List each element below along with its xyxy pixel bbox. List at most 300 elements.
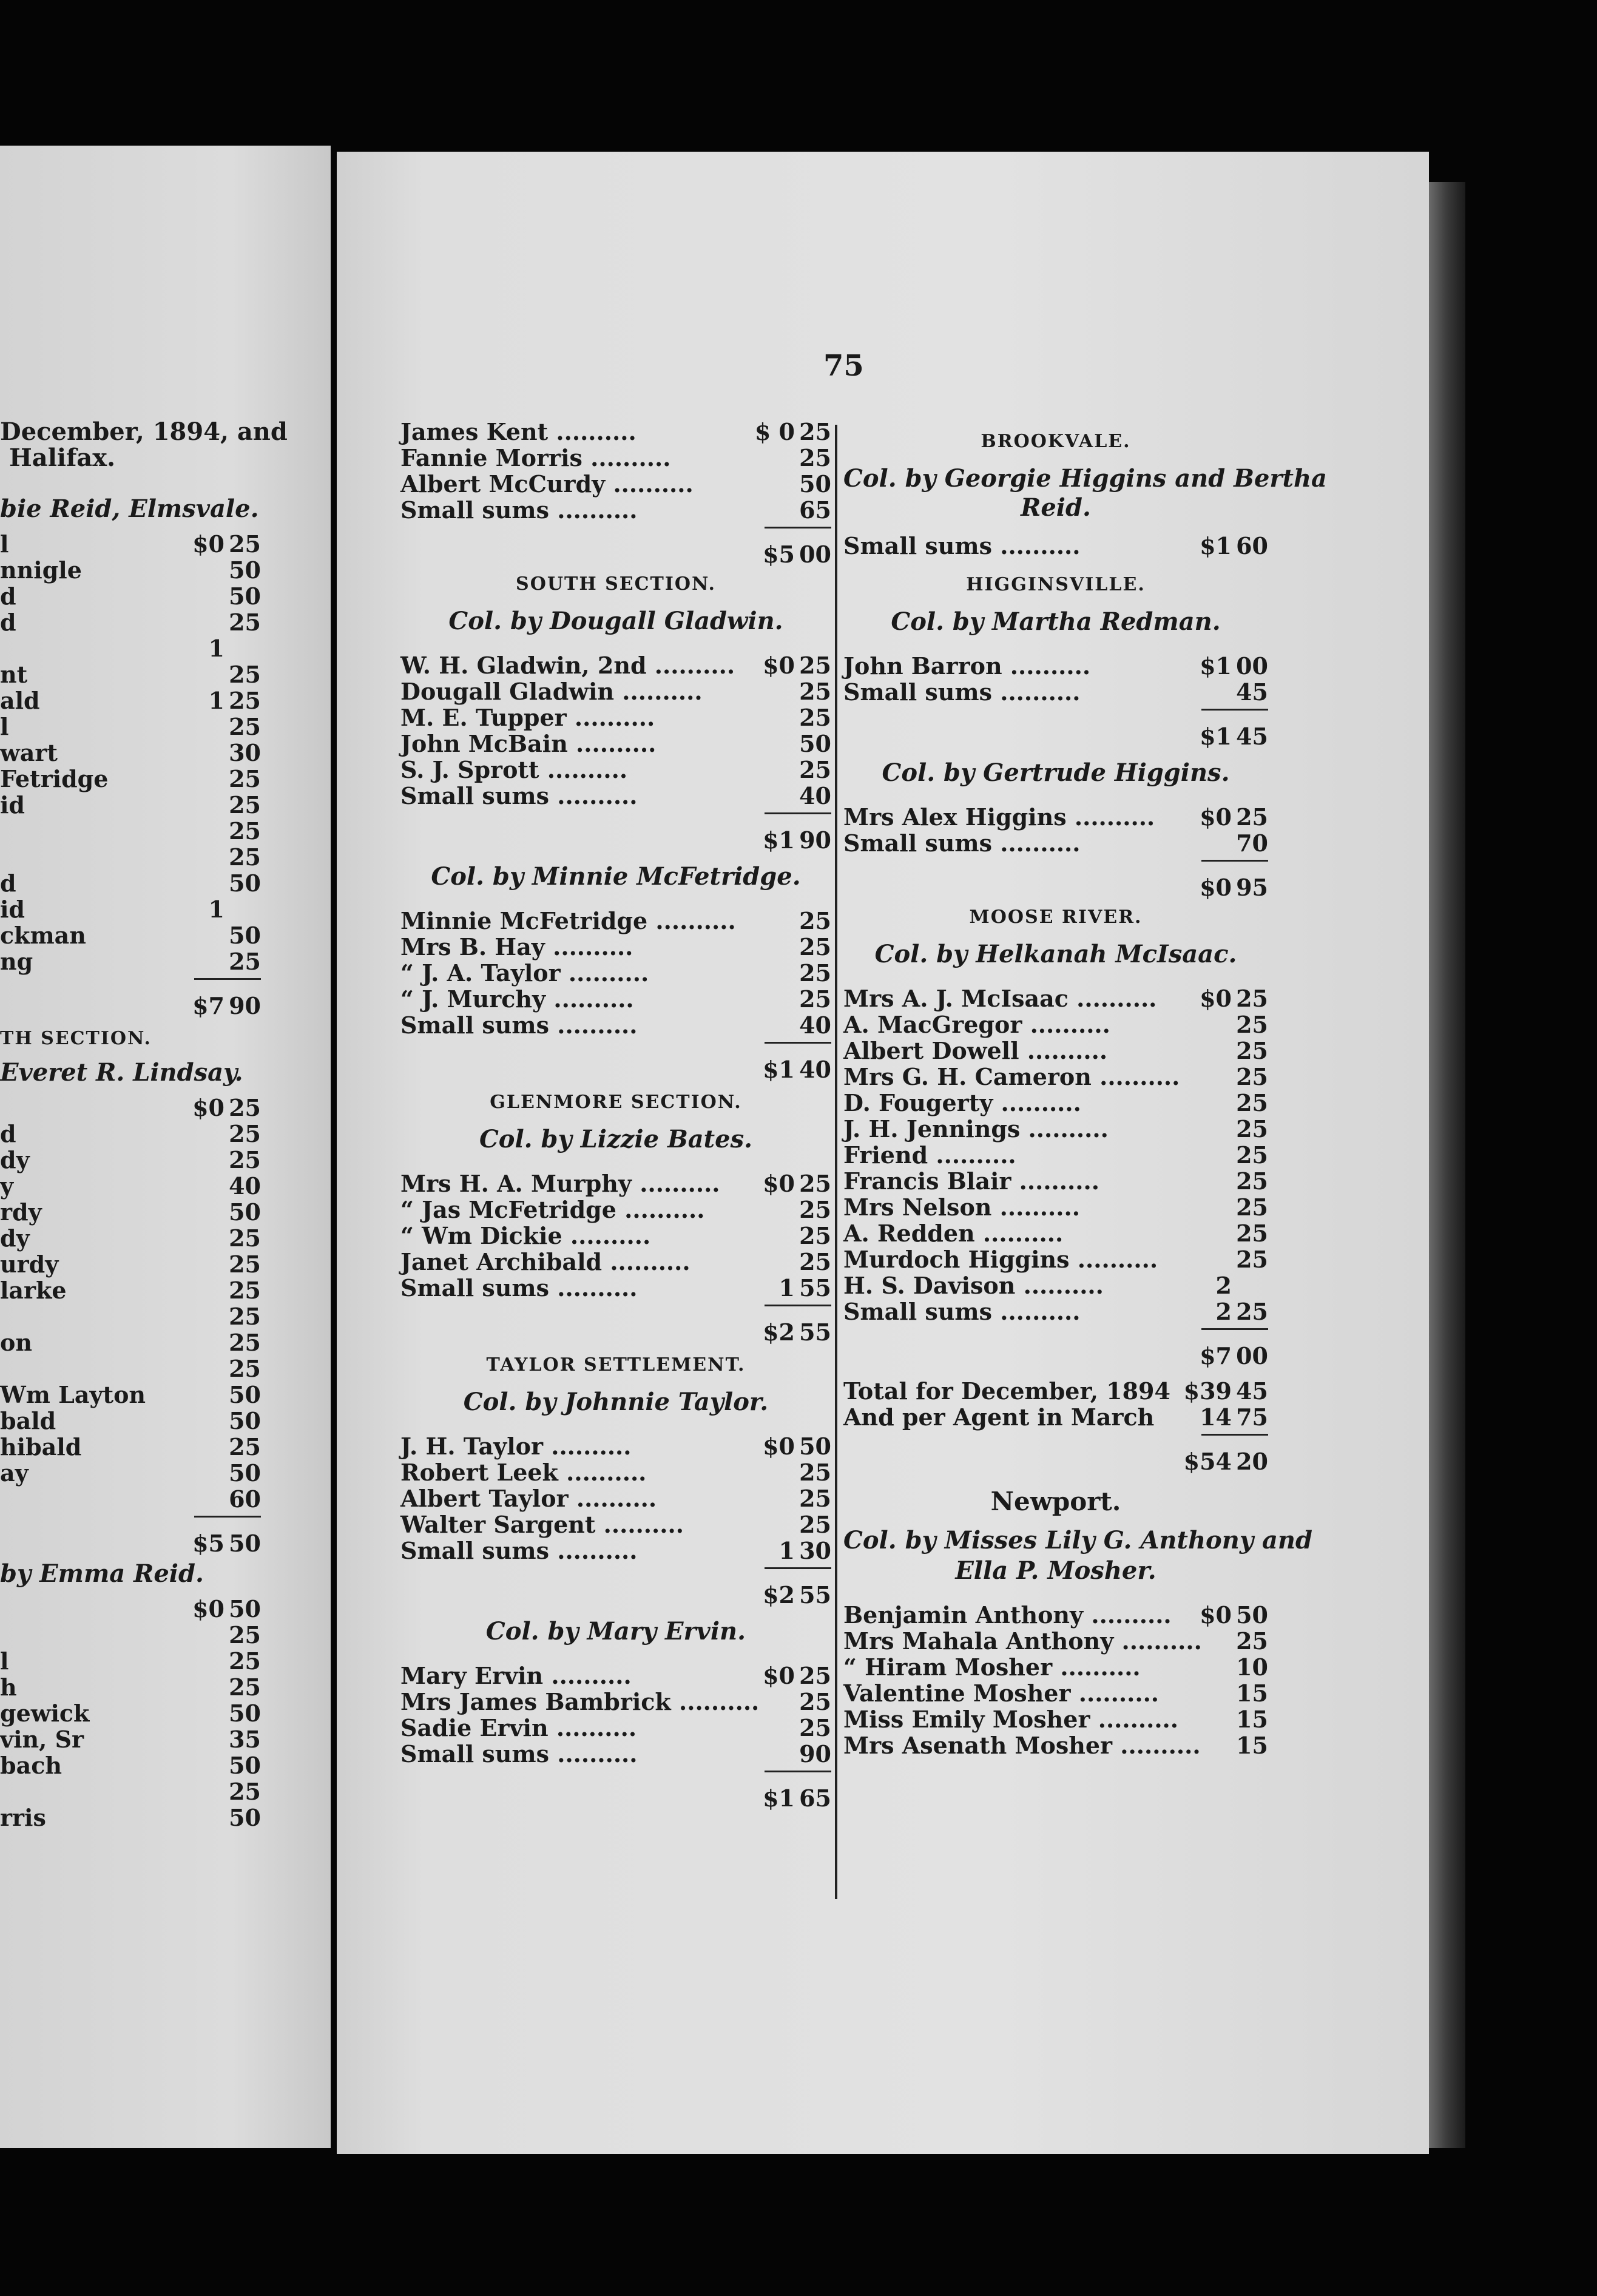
sum-rule — [765, 527, 831, 528]
entry-cents: 40 — [799, 1056, 831, 1083]
entry-row — [0, 922, 261, 949]
entry-row — [400, 731, 831, 757]
entry-name: wart — [0, 739, 58, 766]
collector-line: Col. by Mary Ervin. — [485, 1617, 746, 1646]
entry-name: Small sums .......... — [400, 496, 638, 524]
section-heading: TH SECTION. — [0, 1028, 152, 1049]
entry-row — [843, 1628, 1268, 1655]
entry-dollars: $7 — [192, 992, 225, 1019]
entry-name: Albert McCurdy .......... — [400, 470, 694, 498]
entry-dollars: $1 — [1200, 723, 1232, 750]
entry-row — [843, 830, 1268, 857]
entry-row — [400, 1511, 831, 1538]
sum-rule — [1201, 1434, 1268, 1436]
entry-row — [0, 531, 261, 558]
entry-dollars: $1 — [763, 826, 795, 854]
entry-cents: 50 — [229, 1700, 261, 1727]
entry-row — [843, 1602, 1268, 1629]
entry-row — [843, 533, 1268, 559]
left-header-line: December, 1894, and — [0, 417, 288, 446]
entry-row — [0, 766, 261, 792]
entry-cents: 00 — [799, 541, 831, 568]
entry-row — [400, 1249, 831, 1275]
entry-name: l — [0, 713, 9, 740]
entry-row — [843, 653, 1268, 680]
entry-row — [400, 1433, 831, 1460]
entry-cents: 25 — [229, 1094, 261, 1121]
entry-row — [0, 1173, 261, 1200]
entry-cents: 40 — [799, 1011, 831, 1039]
page-number: 75 — [823, 349, 864, 383]
entry-dollars: $5 — [763, 541, 795, 568]
entry-row — [400, 419, 831, 445]
entry-name: Small sums .......... — [843, 532, 1081, 559]
entry-name: y — [0, 1172, 14, 1200]
entry-row — [400, 1319, 831, 1346]
entry-row — [0, 1303, 261, 1330]
entry-row — [0, 1147, 261, 1173]
entry-cents: 25 — [799, 1222, 831, 1249]
entry-row — [843, 1220, 1268, 1247]
entry-name: d — [0, 869, 16, 897]
entry-cents: 25 — [229, 791, 261, 819]
entry-name: Albert Dowell .......... — [843, 1037, 1108, 1064]
collector-line: Everet R. Lindsay. — [0, 1058, 243, 1087]
entry-dollars: 1 — [208, 635, 225, 662]
collector-line: by Emma Reid. — [0, 1559, 204, 1588]
entry-cents: 25 — [799, 678, 831, 705]
entry-row — [400, 1785, 831, 1812]
collector-line: Col. by Martha Redman. — [891, 607, 1221, 636]
entry-row — [843, 679, 1268, 706]
entry-row — [0, 661, 261, 688]
entry-row — [400, 960, 831, 987]
entry-row — [0, 1251, 261, 1278]
entry-cents: 15 — [1236, 1680, 1268, 1707]
entry-cents: 25 — [229, 1433, 261, 1460]
entry-row — [0, 1622, 261, 1649]
entry-dollars: $54 — [1183, 1448, 1232, 1475]
entry-cents: 25 — [229, 1778, 261, 1805]
entry-name: rdy — [0, 1198, 42, 1226]
entry-cents: 50 — [229, 1381, 261, 1408]
entry-cents: 35 — [229, 1726, 261, 1753]
entry-dollars: 1 — [208, 687, 225, 714]
entry-name: id — [0, 896, 25, 923]
entry-dollars: $2 — [763, 1581, 795, 1609]
entry-name: ald — [0, 687, 40, 714]
collector-line: bie Reid, Elmsvale. — [0, 495, 259, 523]
entry-row — [843, 1448, 1268, 1475]
entry-cents: 25 — [229, 765, 261, 792]
entry-row — [843, 1654, 1268, 1681]
entry-name: nnigle — [0, 556, 82, 584]
collector-line: Col. by Helkanah McIsaac. — [874, 940, 1237, 968]
entry-cents: 95 — [1236, 874, 1268, 901]
entry-row — [0, 714, 261, 740]
entry-cents: 50 — [799, 730, 831, 757]
entry-name: Murdoch Higgins .......... — [843, 1246, 1158, 1273]
entry-name: S. J. Sprott .......... — [400, 756, 628, 783]
sum-rule — [1201, 709, 1268, 711]
entry-cents: 90 — [799, 1740, 831, 1768]
entry-row — [843, 1168, 1268, 1195]
entry-row — [0, 1460, 261, 1487]
entry-name: h — [0, 1673, 17, 1701]
entry-row — [400, 678, 831, 705]
entry-cents: 50 — [229, 922, 261, 949]
entry-cents: 45 — [1236, 1377, 1268, 1405]
entry-row — [0, 1329, 261, 1356]
entry-row — [400, 1741, 831, 1768]
entry-name: Mary Ervin .......... — [400, 1662, 632, 1689]
entry-name: John McBain .......... — [400, 730, 657, 757]
entry-name: d — [0, 1120, 16, 1147]
entry-dollars: $0 — [192, 1094, 225, 1121]
entry-dollars: $0 — [192, 1595, 225, 1622]
entry-cents: 50 — [229, 1752, 261, 1779]
entry-name: W. H. Gladwin, 2nd .......... — [400, 652, 735, 679]
entry-row — [400, 1170, 831, 1197]
entry-name: “ J. Murchy .......... — [400, 985, 634, 1013]
entry-cents: 25 — [229, 1251, 261, 1278]
section-heading: TAYLOR SETTLEMENT. — [486, 1354, 746, 1376]
entry-dollars: $7 — [1200, 1342, 1232, 1369]
entry-dollars: 2 — [1215, 1298, 1232, 1325]
entry-row — [0, 1778, 261, 1805]
entry-row — [0, 1486, 261, 1513]
entry-cents: 25 — [799, 704, 831, 731]
entry-dollars: 2 — [1215, 1272, 1232, 1299]
entry-cents: 60 — [229, 1485, 261, 1513]
entry-row — [843, 1272, 1268, 1299]
entry-cents: 40 — [229, 1172, 261, 1200]
entry-cents: 40 — [799, 782, 831, 809]
entry-cents: 45 — [1236, 723, 1268, 750]
entry-row — [843, 1090, 1268, 1116]
entry-cents: 25 — [1236, 1141, 1268, 1169]
sum-rule — [765, 1567, 831, 1569]
entry-row — [0, 740, 261, 766]
entry-cents: 25 — [799, 959, 831, 987]
collector-line: Col. by Lizzie Bates. — [479, 1125, 753, 1153]
sum-rule — [765, 1305, 831, 1306]
entry-dollars: 1 — [778, 1274, 795, 1302]
entry-name: hibald — [0, 1433, 82, 1460]
entry-name: Sadie Ervin .......... — [400, 1714, 637, 1741]
collector-line: Col. by Dougall Gladwin. — [448, 607, 783, 635]
entry-row — [400, 1223, 831, 1249]
entry-cents: 25 — [1236, 803, 1268, 831]
entry-name: Mrs Alex Higgins .......... — [843, 803, 1155, 831]
entry-row — [843, 1194, 1268, 1221]
entry-row — [843, 723, 1268, 750]
entry-cents: 50 — [799, 1433, 831, 1460]
entry-row — [0, 1530, 261, 1557]
entry-cents: 90 — [229, 992, 261, 1019]
entry-cents: 25 — [799, 652, 831, 679]
collector-line: Reid. — [1021, 493, 1091, 522]
entry-name: l — [0, 1647, 9, 1675]
entry-name: D. Fougerty .......... — [843, 1089, 1081, 1116]
entry-row — [843, 1404, 1268, 1431]
section-heading: SOUTH SECTION. — [516, 573, 716, 595]
entry-cents: 90 — [799, 826, 831, 854]
entry-name: Mrs James Bambrick .......... — [400, 1688, 760, 1715]
entry-cents: 25 — [799, 1714, 831, 1741]
entry-cents: 25 — [229, 817, 261, 845]
entry-dollars: $1 — [763, 1784, 795, 1812]
entry-cents: 25 — [1236, 1037, 1268, 1064]
entry-name: Friend .......... — [843, 1141, 1016, 1169]
entry-name: Mrs Mahala Anthony .......... — [843, 1627, 1202, 1655]
entry-name: Albert Taylor .......... — [400, 1485, 657, 1512]
collector-line: Col. by Johnnie Taylor. — [463, 1388, 769, 1416]
left-header-line: Halifax. — [9, 444, 115, 472]
entry-row — [843, 874, 1268, 901]
entry-row — [0, 1199, 261, 1226]
sum-rule — [194, 1516, 261, 1518]
entry-row — [0, 1356, 261, 1382]
entry-name: “ J. A. Taylor .......... — [400, 959, 649, 987]
entry-dollars: $1 — [1200, 532, 1232, 559]
entry-row — [0, 1277, 261, 1304]
entry-name: J. H. Taylor .......... — [400, 1433, 632, 1460]
entry-row — [843, 1011, 1268, 1038]
entry-name: Fannie Morris .......... — [400, 444, 671, 471]
entry-name: Minnie McFetridge .......... — [400, 907, 736, 934]
entry-row — [0, 557, 261, 584]
entry-cents: 25 — [229, 1303, 261, 1330]
entry-row — [843, 1732, 1268, 1759]
entry-row — [0, 818, 261, 845]
entry-dollars: $0 — [1200, 874, 1232, 901]
entry-cents: 50 — [229, 1530, 261, 1557]
entry-name: d — [0, 582, 16, 610]
entry-name: M. E. Tupper .......... — [400, 704, 655, 731]
entry-cents: 25 — [1236, 1298, 1268, 1325]
entry-dollars: $39 — [1183, 1377, 1232, 1405]
entry-row — [0, 1095, 261, 1121]
entry-name: Walter Sargent .......... — [400, 1511, 684, 1538]
entry-row — [843, 1378, 1268, 1405]
entry-row — [0, 1752, 261, 1779]
entry-name: Mrs H. A. Murphy .......... — [400, 1170, 720, 1197]
entry-cents: 25 — [799, 444, 831, 471]
entry-cents: 55 — [799, 1274, 831, 1302]
sum-rule — [765, 812, 831, 814]
collector-line: Col. by Gertrude Higgins. — [882, 758, 1230, 787]
entry-row — [843, 1038, 1268, 1064]
entry-name: l — [0, 530, 9, 558]
entry-cents: 50 — [799, 470, 831, 498]
entry-row — [0, 1434, 261, 1460]
entry-cents: 25 — [229, 1673, 261, 1701]
entry-row — [400, 908, 831, 934]
entry-cents: 25 — [229, 609, 261, 636]
entry-row — [0, 1674, 261, 1701]
entry-row — [400, 1538, 831, 1564]
entry-row — [400, 1715, 831, 1741]
entry-cents: 15 — [1236, 1732, 1268, 1759]
collector-line: Col. by Minnie McFetridge. — [431, 862, 801, 891]
entry-row — [400, 1012, 831, 1039]
entry-cents: 25 — [799, 1170, 831, 1197]
entry-cents: 25 — [229, 530, 261, 558]
sum-rule — [765, 1042, 831, 1044]
entry-cents: 25 — [1236, 1011, 1268, 1038]
entry-row — [0, 1700, 261, 1727]
entry-row — [0, 792, 261, 819]
entry-name: Small sums .......... — [400, 1740, 638, 1768]
entry-name: rris — [0, 1804, 46, 1831]
entry-row — [0, 993, 261, 1019]
sum-rule — [765, 1771, 831, 1772]
entry-name: Mrs B. Hay .......... — [400, 933, 633, 961]
entry-cents: 25 — [1236, 1627, 1268, 1655]
entry-name: Miss Emily Mosher .......... — [843, 1706, 1179, 1733]
entry-cents: 25 — [229, 687, 261, 714]
entry-name: H. S. Davison .......... — [843, 1272, 1104, 1299]
entry-row — [400, 1056, 831, 1083]
entry-cents: 60 — [1236, 532, 1268, 559]
entry-row — [0, 844, 261, 871]
entry-row — [400, 497, 831, 524]
entry-row — [843, 1064, 1268, 1090]
entry-row — [843, 1298, 1268, 1325]
entry-cents: 25 — [229, 1647, 261, 1675]
entry-cents: 25 — [799, 1248, 831, 1275]
entry-name: Wm Layton — [0, 1381, 146, 1408]
entry-cents: 25 — [799, 1511, 831, 1538]
entry-cents: 50 — [1236, 1601, 1268, 1629]
entry-name: Benjamin Anthony .......... — [843, 1601, 1172, 1629]
entry-dollars: $0 — [763, 1170, 795, 1197]
entry-cents: 25 — [229, 713, 261, 740]
entry-cents: 50 — [229, 582, 261, 610]
sum-rule — [194, 978, 261, 980]
entry-cents: 25 — [1236, 1089, 1268, 1116]
entry-name: Small sums .......... — [400, 1537, 638, 1564]
entry-row — [400, 1197, 831, 1223]
entry-cents: 25 — [1236, 1115, 1268, 1143]
entry-row — [400, 471, 831, 498]
entry-row — [400, 445, 831, 471]
entry-name: Dougall Gladwin .......... — [400, 678, 703, 705]
entry-dollars: 1 — [208, 896, 225, 923]
entry-name: “ Jas McFetridge .......... — [400, 1196, 705, 1223]
section-heading: Newport. — [990, 1487, 1121, 1516]
section-heading: MOOSE RIVER. — [969, 907, 1143, 928]
entry-dollars: $0 — [763, 1662, 795, 1689]
entry-row — [843, 1343, 1268, 1369]
entry-name: Mrs Nelson .......... — [843, 1194, 1080, 1221]
entry-dollars: $0 — [1200, 985, 1232, 1012]
entry-name: nt — [0, 661, 28, 688]
entry-row — [400, 986, 831, 1013]
entry-row — [400, 1663, 831, 1689]
entry-row — [843, 1680, 1268, 1707]
entry-cents: 25 — [229, 1224, 261, 1252]
entry-name: John Barron .......... — [843, 652, 1091, 680]
entry-cents: 10 — [1236, 1653, 1268, 1681]
entry-row — [0, 1726, 261, 1753]
entry-cents: 25 — [799, 907, 831, 934]
entry-row — [400, 1485, 831, 1512]
entry-name: Mrs Asenath Mosher .......... — [843, 1732, 1201, 1759]
entry-cents: 30 — [799, 1537, 831, 1564]
entry-row — [0, 1805, 261, 1831]
entry-name: Small sums .......... — [400, 1011, 638, 1039]
entry-row — [0, 948, 261, 975]
entry-cents: 25 — [799, 1662, 831, 1689]
entry-cents: 00 — [1236, 1342, 1268, 1369]
entry-dollars: $2 — [763, 1319, 795, 1346]
entry-name: bald — [0, 1407, 56, 1434]
entry-cents: 55 — [799, 1581, 831, 1609]
entry-row — [400, 541, 831, 568]
entry-row — [0, 609, 261, 636]
entry-dollars: 14 — [1200, 1403, 1232, 1431]
entry-name: ay — [0, 1459, 29, 1487]
entry-cents: 25 — [229, 661, 261, 688]
entry-cents: 25 — [799, 985, 831, 1013]
entry-cents: 20 — [1236, 1448, 1268, 1475]
entry-row — [400, 1582, 831, 1609]
entry-name: Small sums .......... — [843, 678, 1081, 706]
entry-cents: 65 — [799, 496, 831, 524]
entry-cents: 25 — [799, 756, 831, 783]
entry-row — [843, 1116, 1268, 1143]
entry-name: Total for December, 1894 — [843, 1377, 1170, 1405]
section-heading: GLENMORE SECTION. — [490, 1092, 742, 1113]
entry-cents: 25 — [229, 843, 261, 871]
entry-cents: 25 — [799, 933, 831, 961]
sum-rule — [1201, 1328, 1268, 1330]
column-divider — [835, 425, 837, 1899]
entry-row — [0, 1596, 261, 1622]
entry-dollars: $0 — [1200, 1601, 1232, 1629]
entry-row — [0, 1225, 261, 1252]
entry-name: And per Agent in March — [843, 1403, 1155, 1431]
collector-line: Ella P. Mosher. — [955, 1556, 1156, 1585]
entry-cents: 45 — [1236, 678, 1268, 706]
entry-name: bach — [0, 1752, 62, 1779]
entry-name: J. H. Jennings .......... — [843, 1115, 1109, 1143]
entry-dollars: $0 — [763, 652, 795, 679]
entry-dollars: $0 — [763, 1433, 795, 1460]
entry-cents: 65 — [799, 1784, 831, 1812]
entry-cents: 70 — [1236, 829, 1268, 857]
entry-cents: 00 — [1236, 652, 1268, 680]
entry-name: urdy — [0, 1251, 59, 1278]
entry-row — [843, 1706, 1268, 1733]
entry-cents: 25 — [799, 418, 831, 445]
entry-cents: 25 — [229, 1120, 261, 1147]
entry-cents: 25 — [229, 1329, 261, 1356]
entry-cents: 25 — [1236, 1220, 1268, 1247]
entry-cents: 25 — [229, 1621, 261, 1649]
entry-row — [843, 1246, 1268, 1273]
entry-name: Mrs A. J. McIsaac .......... — [843, 985, 1157, 1012]
entry-cents: 25 — [229, 1146, 261, 1173]
entry-row — [400, 704, 831, 731]
entry-name: A. Redden .......... — [843, 1220, 1064, 1247]
entry-name: Robert Leek .......... — [400, 1459, 647, 1486]
collector-line: Col. by Georgie Higgins and Bertha — [843, 464, 1327, 493]
entry-cents: 75 — [1236, 1403, 1268, 1431]
entry-row — [400, 652, 831, 679]
